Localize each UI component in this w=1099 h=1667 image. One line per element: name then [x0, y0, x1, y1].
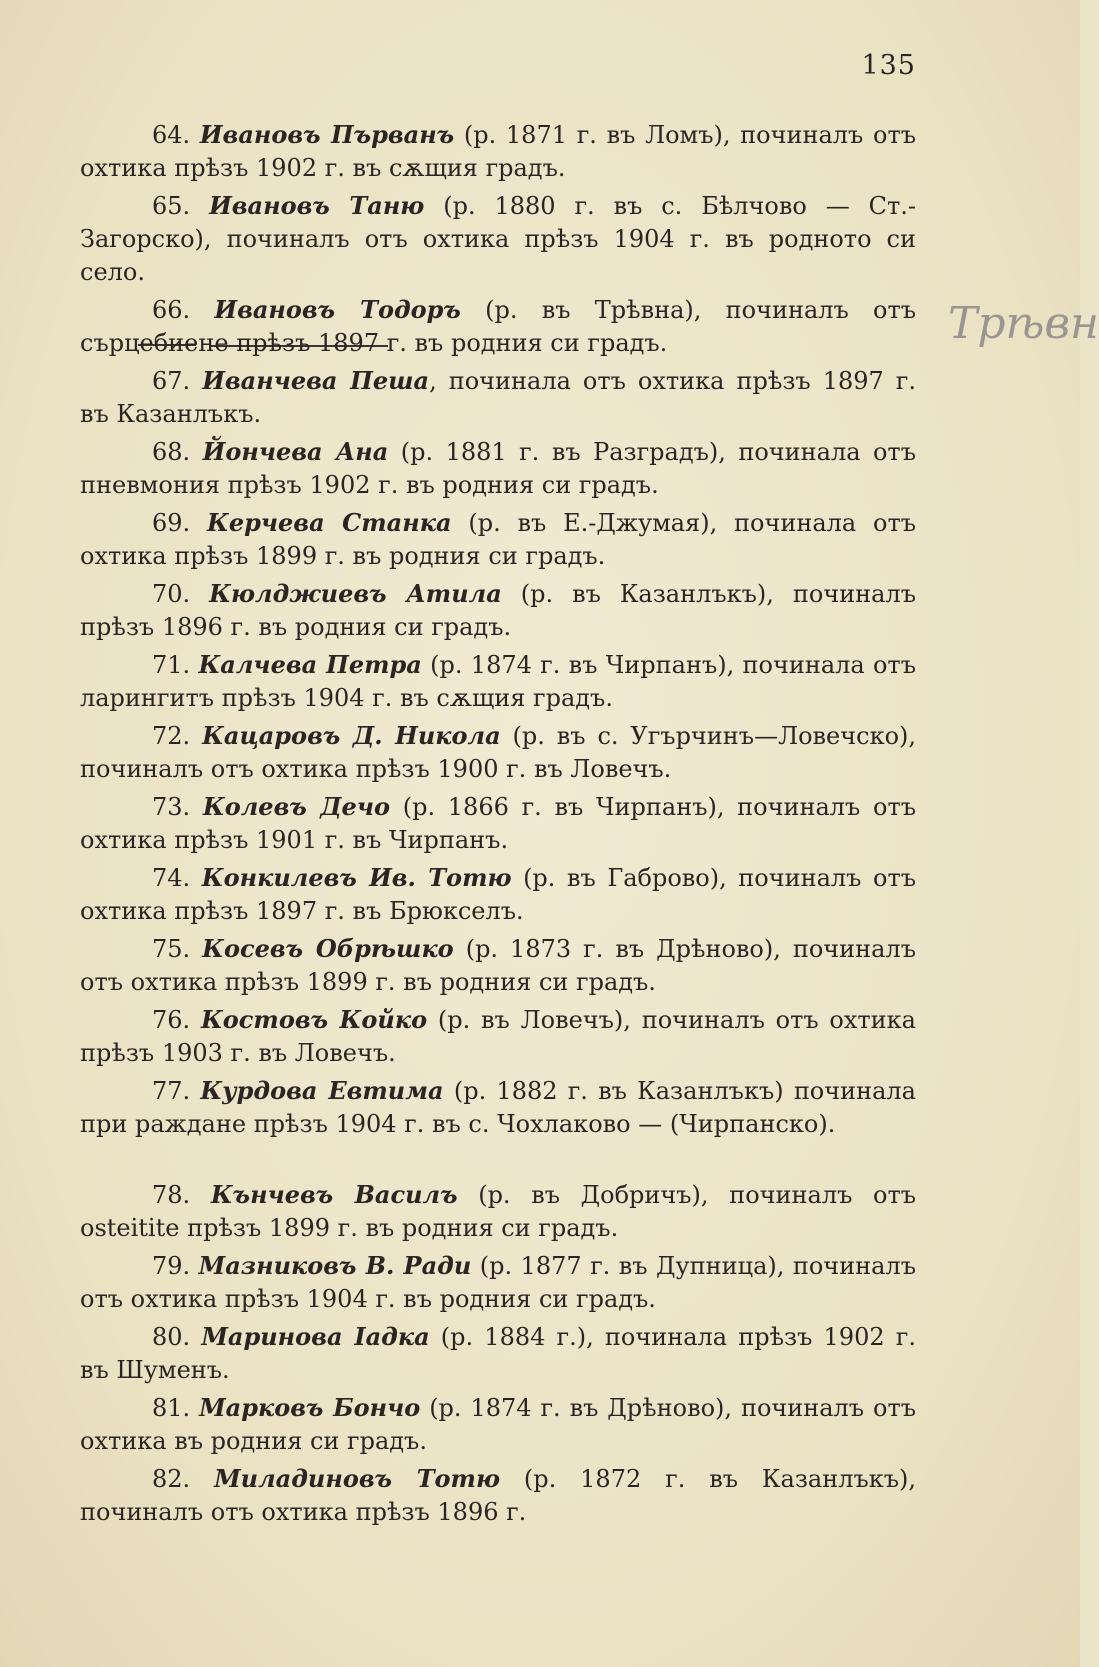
list-item [80, 1462, 916, 1528]
list-item [80, 293, 916, 359]
list-item [80, 719, 916, 785]
entry-text: (р. въ с. Угърчинъ—Ловечско), починалъ отъ охтика прѣзъ 1900 г. въ Ловечъ. [80, 722, 917, 783]
entry-name: Курдова Евтима [200, 1076, 444, 1105]
entry-number: 76. [152, 1006, 191, 1034]
entry-number: 74. [152, 864, 191, 892]
entry-text: (р. въ Ловечъ), починалъ отъ охтика прѣзъ 1903 г. въ Ловечъ. [80, 1006, 916, 1067]
entry-name: Ивановъ Тодоръ [214, 295, 461, 324]
entry-number: 68. [152, 438, 191, 466]
entry-text: (р. 1874 г. въ Дрѣново), починалъ отъ охтика въ родния си градъ. [80, 1394, 916, 1455]
entry-name: Иванчева Пеша [202, 366, 430, 395]
entry-number: 67. [152, 367, 191, 395]
list-item [80, 118, 916, 184]
list-item [80, 189, 916, 288]
entry-name: Кюлджиевъ Атила [209, 579, 502, 608]
entry-text: (р. въ Габрово), починалъ отъ охтика прѣзъ 1897 г. въ Брюкселъ. [80, 864, 916, 925]
entry-name: Костовъ Койко [200, 1005, 428, 1034]
entry-name: Ивановъ Първанъ [199, 120, 455, 149]
entry-number: 78. [152, 1181, 191, 1209]
entry-number: 79. [152, 1252, 191, 1280]
entry-text: (р. 1873 г. въ Дрѣново), починалъ отъ охтика прѣзъ 1899 г. въ родния си градъ. [80, 935, 916, 996]
entry-name: Йончева Ана [202, 437, 389, 466]
list-item [80, 1391, 916, 1457]
entry-name: Кънчевъ Василъ [210, 1180, 458, 1209]
entry-name: Ивановъ Таню [209, 191, 425, 220]
entry-number: 64. [152, 121, 191, 149]
entry-text: (р. въ Трѣвна), починалъ отъ сърцебиене прѣзъ 1897 г. въ родния си градъ. [80, 296, 916, 357]
obituary-list [80, 118, 916, 1533]
entry-text: (р. 1881 г. въ Разградъ), починала отъ пневмония прѣзъ 1902 г. въ родния си градъ. [80, 438, 916, 499]
list-item [80, 1320, 916, 1386]
entry-text: (р. въ Казанлъкъ), починалъ прѣзъ 1896 г. въ родния си градъ. [80, 580, 916, 641]
entry-number: 72. [152, 722, 191, 750]
entry-name: Косевъ Обрѣшко [202, 934, 454, 963]
list-item [80, 932, 916, 998]
page-number: 135 [861, 50, 916, 81]
entry-number: 82. [152, 1465, 191, 1493]
entry-text: , починала отъ охтика прѣзъ 1897 г. въ Казанлъкъ. [80, 367, 916, 428]
entry-number: 81. [152, 1394, 191, 1422]
entry-name: Кацаровъ Д. Никола [202, 721, 501, 750]
entry-text: (р. 1866 г. въ Чирпанъ), починалъ отъ охтика прѣзъ 1901 г. въ Чирпанъ. [80, 793, 917, 854]
list-item [80, 1003, 916, 1069]
list-item [80, 1178, 916, 1244]
entry-text: (р. 1880 г. въ с. Бѣлчово — Ст.-Загорско), починалъ отъ охтика прѣзъ 1904 г. въ родното си село. [80, 192, 916, 286]
entry-name: Маринова Iадка [201, 1322, 430, 1351]
entry-text: (р. 1882 г. въ Казанлъкъ) починала при раждане прѣзъ 1904 г. въ с. Чохлаково — (Чирпанско). [80, 1077, 916, 1138]
entry-number: 80. [152, 1323, 191, 1351]
entry-number: 66. [152, 296, 191, 324]
entry-text: (р. въ Е.-Джумая), починала отъ охтика прѣзъ 1899 г. въ родния си градъ. [80, 509, 916, 570]
list-item [80, 861, 916, 927]
list-item [80, 1249, 916, 1315]
list-item [80, 364, 916, 430]
entry-name: Калчева Петра [198, 650, 422, 679]
entry-text: (р. въ Добричъ), починалъ отъ osteitite прѣзъ 1899 г. въ родния си градъ. [80, 1181, 916, 1242]
entry-number: 69. [152, 509, 191, 537]
entry-text: (р. 1884 г.), починала прѣзъ 1902 г. въ Шуменъ. [80, 1323, 916, 1384]
entry-number: 71. [152, 651, 191, 679]
entry-text: (р. 1871 г. въ Ломъ), починалъ отъ охтика прѣзъ 1902 г. въ сѫщия градъ. [80, 121, 916, 182]
entry-text: (р. 1874 г. въ Чирпанъ), починала отъ ларингитъ прѣзъ 1904 г. въ сѫщия градъ. [80, 651, 916, 712]
list-item [80, 506, 916, 572]
entry-text: (р. 1877 г. въ Дупница), починалъ отъ охтика прѣзъ 1904 г. въ родния си градъ. [80, 1252, 916, 1313]
entry-name: Колевъ Дечо [202, 792, 390, 821]
list-item [80, 648, 916, 714]
entry-name: Конкилевъ Ив. Тотю [201, 863, 512, 892]
entry-number: 77. [152, 1077, 191, 1105]
entry-number: 73. [152, 793, 191, 821]
entry-number: 75. [152, 935, 191, 963]
entry-number: 70. [152, 580, 191, 608]
entry-text: (р. 1872 г. въ Казанлъкъ), починалъ отъ охтика прѣзъ 1896 г. [80, 1465, 916, 1526]
entry-name: Керчева Станка [207, 508, 452, 537]
entry-number: 65. [152, 192, 191, 220]
list-item [80, 790, 916, 856]
handwritten-margin-note: Трѣвн [948, 298, 1099, 349]
entry-name: Марковъ Бончо [199, 1393, 421, 1422]
entry-name: Мазниковъ В. Ради [198, 1251, 472, 1280]
list-item [80, 577, 916, 643]
list-item [80, 1074, 916, 1173]
entry-name: Миладиновъ Тотю [214, 1464, 500, 1493]
list-item [80, 435, 916, 501]
